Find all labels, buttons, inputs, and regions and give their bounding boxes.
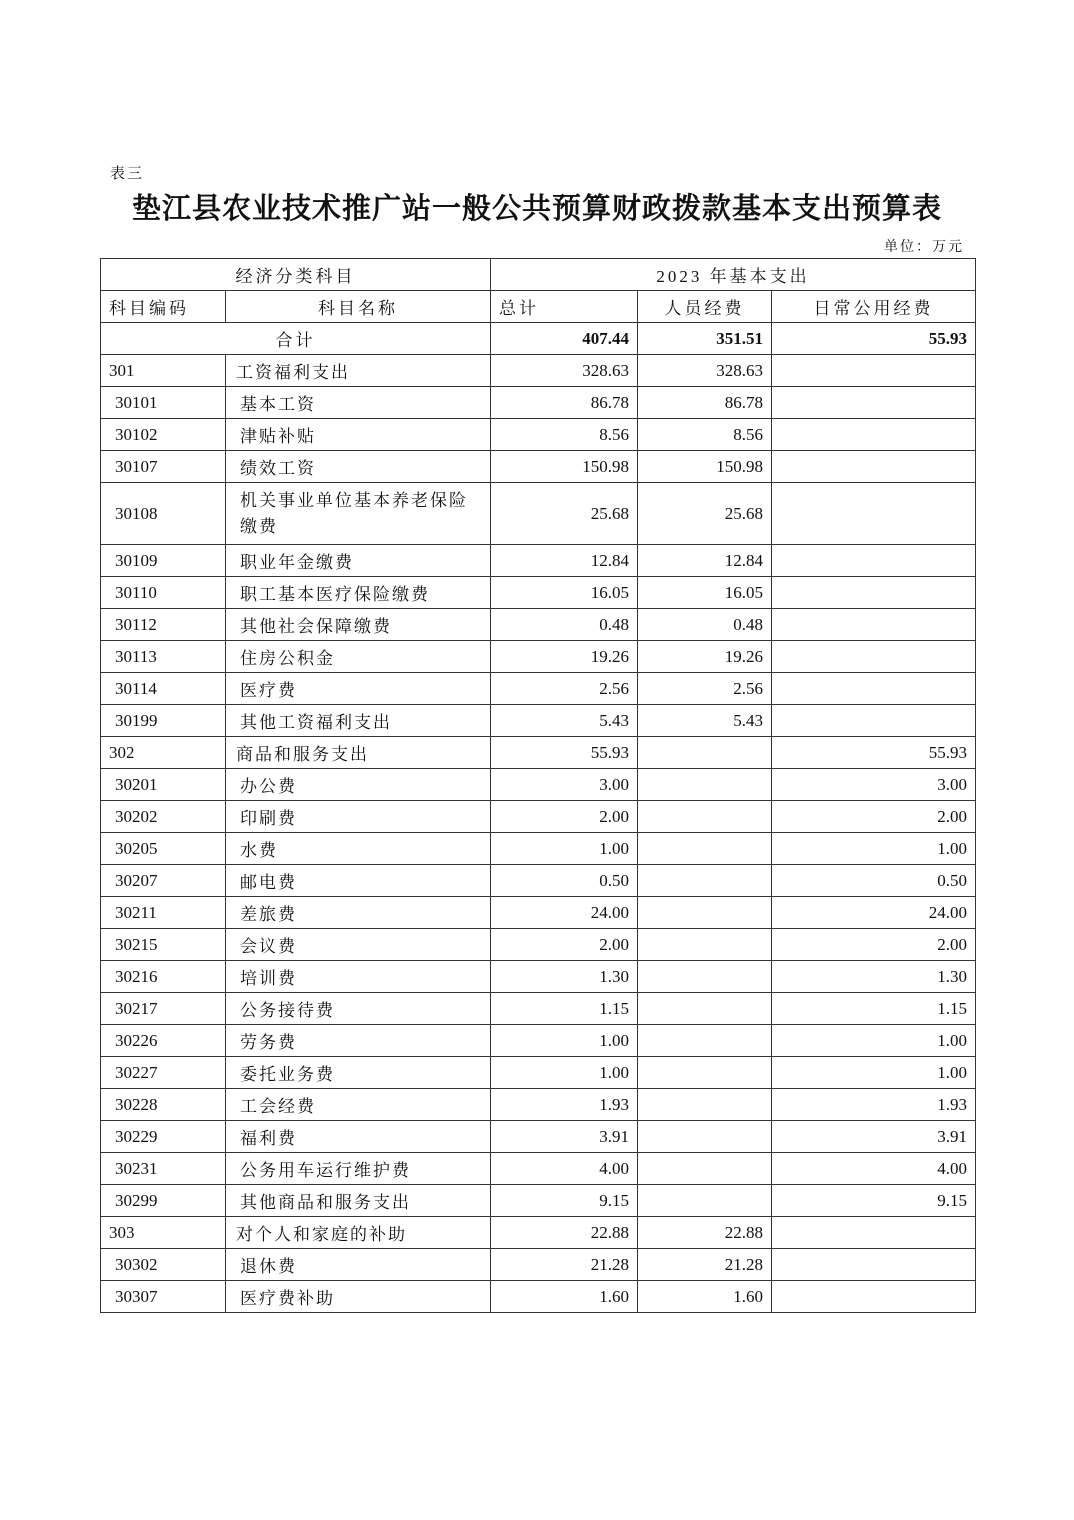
row-total: 21.28 (491, 1249, 638, 1281)
row-public (772, 451, 976, 483)
row-name: 工资福利支出 (226, 355, 491, 387)
table-row (101, 833, 976, 865)
row-code: 30107 (101, 451, 226, 483)
sum-row (101, 323, 976, 355)
row-total: 12.84 (491, 545, 638, 577)
table-row (101, 483, 976, 545)
row-total: 1.00 (491, 833, 638, 865)
row-public: 24.00 (772, 897, 976, 929)
sum-total: 407.44 (491, 323, 638, 355)
sum-label: 合计 (101, 323, 491, 355)
row-code: 303 (101, 1217, 226, 1249)
row-code: 30299 (101, 1185, 226, 1217)
table-row (101, 545, 976, 577)
row-total: 4.00 (491, 1153, 638, 1185)
row-personnel: 16.05 (638, 577, 772, 609)
row-total: 22.88 (491, 1217, 638, 1249)
row-name: 福利费 (226, 1121, 491, 1153)
table-row (101, 1089, 976, 1121)
table-row (101, 451, 976, 483)
row-name: 会议费 (226, 929, 491, 961)
row-public: 9.15 (772, 1185, 976, 1217)
row-public (772, 673, 976, 705)
row-code: 30102 (101, 419, 226, 451)
row-public (772, 609, 976, 641)
row-public: 1.00 (772, 1025, 976, 1057)
row-personnel: 8.56 (638, 419, 772, 451)
table-row (101, 961, 976, 993)
row-total: 25.68 (491, 483, 638, 545)
row-code: 30227 (101, 1057, 226, 1089)
row-personnel: 12.84 (638, 545, 772, 577)
row-name: 工会经费 (226, 1089, 491, 1121)
row-code: 30307 (101, 1281, 226, 1313)
row-public (772, 577, 976, 609)
row-name: 办公费 (226, 769, 491, 801)
row-code: 30199 (101, 705, 226, 737)
table-row (101, 1153, 976, 1185)
table-row (101, 769, 976, 801)
header-economic-classification: 经济分类科目 (101, 259, 491, 291)
row-name: 住房公积金 (226, 641, 491, 673)
row-name: 其他商品和服务支出 (226, 1185, 491, 1217)
sum-personnel: 351.51 (638, 323, 772, 355)
row-code: 30207 (101, 865, 226, 897)
row-name: 津贴补贴 (226, 419, 491, 451)
row-public (772, 483, 976, 545)
row-total: 1.00 (491, 1025, 638, 1057)
row-personnel: 21.28 (638, 1249, 772, 1281)
table-row (101, 801, 976, 833)
row-code: 301 (101, 355, 226, 387)
table-row (101, 577, 976, 609)
row-code: 30112 (101, 609, 226, 641)
table-row (101, 1121, 976, 1153)
row-name: 印刷费 (226, 801, 491, 833)
row-public: 3.91 (772, 1121, 976, 1153)
row-code: 30215 (101, 929, 226, 961)
row-total: 0.50 (491, 865, 638, 897)
page-title: 垫江县农业技术推广站一般公共预算财政拨款基本支出预算表 (131, 193, 942, 225)
row-total: 24.00 (491, 897, 638, 929)
row-name: 绩效工资 (226, 451, 491, 483)
row-public: 2.00 (772, 929, 976, 961)
table-row (101, 1249, 976, 1281)
table-row (101, 993, 976, 1025)
row-personnel (638, 769, 772, 801)
table-row (101, 929, 976, 961)
row-public: 0.50 (772, 865, 976, 897)
row-public: 2.00 (772, 801, 976, 833)
row-public: 3.00 (772, 769, 976, 801)
row-code: 30110 (101, 577, 226, 609)
row-total: 19.26 (491, 641, 638, 673)
row-personnel (638, 1153, 772, 1185)
header-column-row (101, 291, 976, 323)
row-total: 5.43 (491, 705, 638, 737)
table-row (101, 387, 976, 419)
row-name: 其他工资福利支出 (226, 705, 491, 737)
row-name: 退休费 (226, 1249, 491, 1281)
row-total: 0.48 (491, 609, 638, 641)
row-personnel: 19.26 (638, 641, 772, 673)
row-public: 55.93 (772, 737, 976, 769)
row-name: 公务接待费 (226, 993, 491, 1025)
row-total: 2.00 (491, 929, 638, 961)
row-personnel (638, 961, 772, 993)
table-row (101, 355, 976, 387)
row-name: 医疗费 (226, 673, 491, 705)
header-public: 日常公用经费 (772, 291, 976, 323)
row-personnel: 86.78 (638, 387, 772, 419)
row-code: 30217 (101, 993, 226, 1025)
row-name: 职业年金缴费 (226, 545, 491, 577)
table-row (101, 865, 976, 897)
row-public: 1.00 (772, 1057, 976, 1089)
row-total: 3.91 (491, 1121, 638, 1153)
table-row (101, 737, 976, 769)
row-code: 30302 (101, 1249, 226, 1281)
row-personnel (638, 897, 772, 929)
row-code: 30202 (101, 801, 226, 833)
row-personnel (638, 737, 772, 769)
row-code: 30231 (101, 1153, 226, 1185)
row-personnel: 328.63 (638, 355, 772, 387)
row-total: 9.15 (491, 1185, 638, 1217)
row-personnel: 150.98 (638, 451, 772, 483)
row-public (772, 419, 976, 451)
row-total: 1.60 (491, 1281, 638, 1313)
header-personnel: 人员经费 (638, 291, 772, 323)
row-name: 邮电费 (226, 865, 491, 897)
row-public (772, 705, 976, 737)
unit-label: 单位：万元 (884, 240, 964, 255)
row-code: 30205 (101, 833, 226, 865)
row-name: 其他社会保障缴费 (226, 609, 491, 641)
row-personnel (638, 1089, 772, 1121)
row-personnel (638, 1121, 772, 1153)
table-row (101, 673, 976, 705)
row-personnel: 2.56 (638, 673, 772, 705)
table-row (101, 897, 976, 929)
row-total: 1.00 (491, 1057, 638, 1089)
row-personnel (638, 1057, 772, 1089)
row-name: 职工基本医疗保险缴费 (226, 577, 491, 609)
row-total: 2.00 (491, 801, 638, 833)
table-row (101, 1217, 976, 1249)
header-subject-code: 科目编码 (101, 291, 226, 323)
row-public (772, 355, 976, 387)
table-row (101, 1057, 976, 1089)
row-code: 30113 (101, 641, 226, 673)
row-public (772, 1217, 976, 1249)
row-personnel (638, 833, 772, 865)
row-code: 302 (101, 737, 226, 769)
row-public: 1.00 (772, 833, 976, 865)
row-personnel: 1.60 (638, 1281, 772, 1313)
row-name: 公务用车运行维护费 (226, 1153, 491, 1185)
row-public: 1.15 (772, 993, 976, 1025)
table-row (101, 1281, 976, 1313)
table-row (101, 705, 976, 737)
row-total: 55.93 (491, 737, 638, 769)
row-total: 1.93 (491, 1089, 638, 1121)
row-code: 30226 (101, 1025, 226, 1057)
row-name: 差旅费 (226, 897, 491, 929)
row-name: 医疗费补助 (226, 1281, 491, 1313)
row-personnel: 5.43 (638, 705, 772, 737)
table-row (101, 641, 976, 673)
header-group-row (101, 259, 976, 291)
row-public: 1.30 (772, 961, 976, 993)
row-public (772, 641, 976, 673)
row-name: 对个人和家庭的补助 (226, 1217, 491, 1249)
row-name: 机关事业单位基本养老保险缴费 (226, 483, 491, 545)
row-code: 30101 (101, 387, 226, 419)
row-total: 16.05 (491, 577, 638, 609)
row-total: 150.98 (491, 451, 638, 483)
row-code: 30109 (101, 545, 226, 577)
row-name: 培训费 (226, 961, 491, 993)
row-total: 328.63 (491, 355, 638, 387)
row-code: 30228 (101, 1089, 226, 1121)
header-subject-name: 科目名称 (226, 291, 491, 323)
row-personnel: 25.68 (638, 483, 772, 545)
header-total: 总计 (491, 291, 638, 323)
row-code: 30201 (101, 769, 226, 801)
table-number-label: 表三 (110, 166, 145, 182)
row-code: 30229 (101, 1121, 226, 1153)
row-name: 委托业务费 (226, 1057, 491, 1089)
row-public (772, 545, 976, 577)
row-personnel (638, 993, 772, 1025)
table-row (101, 1025, 976, 1057)
row-total: 3.00 (491, 769, 638, 801)
row-name: 基本工资 (226, 387, 491, 419)
row-total: 86.78 (491, 387, 638, 419)
row-public (772, 1249, 976, 1281)
sum-public: 55.93 (772, 323, 976, 355)
row-code: 30211 (101, 897, 226, 929)
row-total: 8.56 (491, 419, 638, 451)
row-code: 30114 (101, 673, 226, 705)
budget-table (100, 258, 976, 1313)
row-personnel: 0.48 (638, 609, 772, 641)
table-row (101, 419, 976, 451)
row-name: 水费 (226, 833, 491, 865)
row-personnel (638, 865, 772, 897)
table-row (101, 1185, 976, 1217)
row-personnel: 22.88 (638, 1217, 772, 1249)
header-basic-expenditure-2023: 2023 年基本支出 (491, 259, 976, 291)
row-personnel (638, 1025, 772, 1057)
row-total: 1.30 (491, 961, 638, 993)
row-public (772, 387, 976, 419)
row-public: 4.00 (772, 1153, 976, 1185)
row-personnel (638, 1185, 772, 1217)
row-personnel (638, 801, 772, 833)
row-code: 30108 (101, 483, 226, 545)
row-name: 商品和服务支出 (226, 737, 491, 769)
row-name: 劳务费 (226, 1025, 491, 1057)
row-personnel (638, 929, 772, 961)
row-total: 2.56 (491, 673, 638, 705)
table-row (101, 609, 976, 641)
row-public (772, 1281, 976, 1313)
row-public: 1.93 (772, 1089, 976, 1121)
row-code: 30216 (101, 961, 226, 993)
row-total: 1.15 (491, 993, 638, 1025)
